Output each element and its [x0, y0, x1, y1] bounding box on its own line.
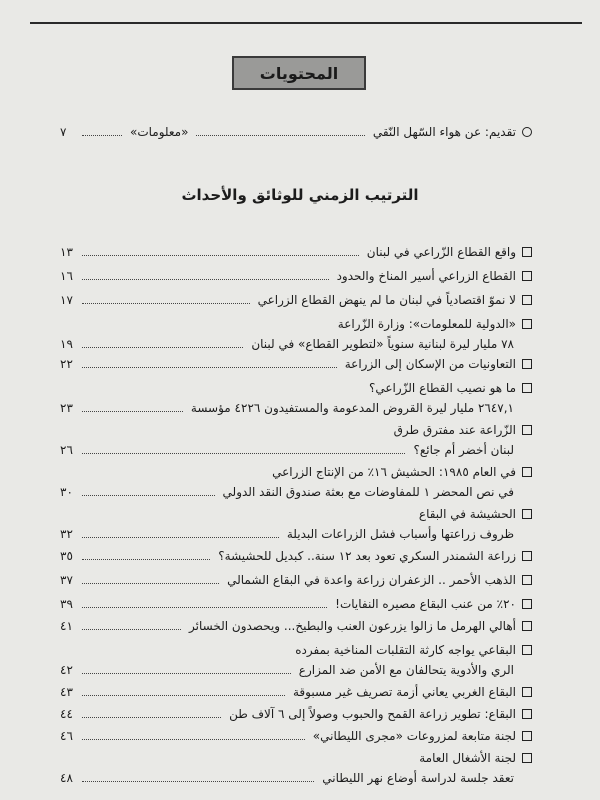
- toc-entry-text: التعاونيات من الإسكان إلى الزراعة: [344, 357, 516, 371]
- square-bullet-icon: [520, 551, 534, 561]
- square-bullet-icon: [520, 509, 534, 519]
- square-bullet-icon: [520, 425, 534, 435]
- toc-entry[interactable]: [60, 704, 534, 724]
- toc-page-number: ٤٣: [60, 685, 73, 699]
- leader-dots: [82, 279, 329, 280]
- square-bullet-icon: [520, 319, 534, 329]
- toc-entry[interactable]: [60, 546, 534, 566]
- leader-dots: [82, 495, 215, 496]
- toc-entry[interactable]: [60, 354, 534, 374]
- toc-entry-text: لبنان أخضر أم جائع؟: [413, 443, 514, 457]
- toc-intro-entry[interactable]: [60, 122, 534, 142]
- leader-dots: [82, 303, 250, 304]
- toc-entry[interactable]: [60, 242, 534, 262]
- square-bullet-icon: [520, 621, 534, 631]
- toc-entry-text: واقع القطاع الزّراعي في لبنان: [366, 245, 516, 259]
- toc-entry-text: لجنة الأشغال العامة: [419, 751, 516, 765]
- page-title: المحتويات: [259, 63, 339, 83]
- toc-page-number: ١٧: [60, 293, 73, 307]
- toc-page-number: ١٩: [60, 337, 73, 351]
- toc-entry-text: أهالي الهرمل ما زالوا يزرعون العنب والبطيخ... ويحصدون الخسائر: [189, 619, 516, 633]
- leader-dots: [82, 453, 405, 454]
- leader-dots: [82, 629, 181, 630]
- leader-dots: [82, 781, 314, 782]
- toc-page-number: ١٣: [60, 245, 73, 259]
- toc-page-number: ٤٨: [60, 771, 73, 785]
- leader-dots: [82, 559, 210, 560]
- toc-page-number: ١٦: [60, 269, 73, 283]
- toc-page-number: ٤٢: [60, 663, 73, 677]
- square-bullet-icon: [520, 271, 534, 281]
- toc-entry[interactable]: [60, 726, 534, 746]
- square-bullet-icon: [520, 753, 534, 763]
- toc-entry-text: لا نموّ اقتصادياً في لبنان ما لم ينهض القطاع الزراعي: [257, 293, 516, 307]
- toc-page-number: ٤٦: [60, 729, 73, 743]
- leader-dots: [82, 607, 327, 608]
- toc-entry-text: الزّراعة عند مفترق طرق: [393, 423, 516, 437]
- toc-entry-text: تقديم: عن هواء السّهل النّقي: [372, 125, 516, 139]
- leader-dots: [82, 673, 291, 674]
- square-bullet-icon: [520, 599, 534, 609]
- toc-entry[interactable]: [60, 504, 534, 524]
- toc-entry-continuation[interactable]: [60, 482, 534, 502]
- toc-entry-continuation[interactable]: [60, 398, 534, 418]
- square-bullet-icon: [520, 645, 534, 655]
- toc-entry[interactable]: [60, 420, 534, 440]
- toc-entry-text: ما هو نصيب القطاع الزّراعي؟: [368, 381, 516, 395]
- toc-entry-text: في العام ١٩٨٥: الحشيش ١٦٪ من الإنتاج الزراعي: [272, 465, 516, 479]
- leader-dots: [82, 411, 183, 412]
- toc-page-number: ٢٣: [60, 401, 73, 415]
- section-heading: الترتيب الزمني للوثائق والأحداث: [181, 186, 419, 204]
- toc-page-number: ٣٥: [60, 549, 73, 563]
- toc-entry-continuation[interactable]: [60, 524, 534, 544]
- toc-page-number: ٣٢: [60, 527, 73, 541]
- square-bullet-icon: [520, 575, 534, 585]
- square-bullet-icon: [520, 709, 534, 719]
- toc-entry-text: ٢٠٪ من عنب البقاع مصيره النفايات!: [335, 597, 516, 611]
- toc-entry-continuation[interactable]: [60, 660, 534, 680]
- leader-dots: [82, 347, 243, 348]
- toc-entry-text: القطاع الزراعي أسير المناخ والحدود: [336, 269, 516, 283]
- toc-entry-text: البقاع: تطوير زراعة القمح والحبوب وصولاً إلى ٦ آلاف طن: [229, 707, 516, 721]
- toc-entry-text: تعقد جلسة لدراسة أوضاع نهر الليطاني: [322, 771, 514, 785]
- toc-entry-text: البقاع الغربي يعاني أزمة تصريف غير مسبوقة: [292, 685, 516, 699]
- toc-entry[interactable]: [60, 748, 534, 768]
- square-bullet-icon: [520, 467, 534, 477]
- toc-page-number: ٧: [60, 125, 67, 139]
- toc-entry[interactable]: [60, 462, 534, 482]
- toc-entry[interactable]: [60, 266, 534, 286]
- toc-page-number: ٣٧: [60, 573, 73, 587]
- leader-dots: [82, 367, 337, 368]
- toc-entry-text: الحشيشة في البقاع: [418, 507, 516, 521]
- circle-bullet-icon: [520, 127, 534, 137]
- toc-entry-continuation[interactable]: [60, 768, 534, 788]
- toc-entry-text: ٧٨ مليار ليرة لبنانية سنوياً «لتطوير القطاع» في لبنان: [251, 337, 514, 351]
- toc-entry[interactable]: [60, 314, 534, 334]
- leader-dots: [82, 739, 305, 740]
- square-bullet-icon: [520, 731, 534, 741]
- leader-dots: [82, 135, 122, 136]
- square-bullet-icon: [520, 383, 534, 393]
- toc-entry[interactable]: [60, 682, 534, 702]
- toc-page-number: ٢٢: [60, 357, 73, 371]
- leader-dots: [82, 717, 221, 718]
- toc-entry-note: «معلومات»: [130, 125, 189, 139]
- toc-entry[interactable]: [60, 640, 534, 660]
- toc-page-number: ٣٩: [60, 597, 73, 611]
- toc-entry-text: ٢٦٤٧,١ مليار ليرة القروض المدعومة والمستفيدون ٤٢٢٦ مؤسسة: [190, 401, 514, 415]
- toc-page-number: ٣٠: [60, 485, 73, 499]
- toc-entry[interactable]: [60, 594, 534, 614]
- square-bullet-icon: [520, 359, 534, 369]
- square-bullet-icon: [520, 295, 534, 305]
- leader-dots: [196, 135, 364, 136]
- toc-page-number: ٤١: [60, 619, 73, 633]
- toc-entry-text: البقاعي يواجه كارثة التقلبات المناخية بمفرده: [295, 643, 516, 657]
- leader-dots: [82, 255, 359, 256]
- contents-title-box: [232, 56, 366, 90]
- toc-page-number: ٢٦: [60, 443, 73, 457]
- leader-dots: [82, 583, 219, 584]
- toc-entry-continuation[interactable]: [60, 334, 534, 354]
- toc-entry-text: «الدولية للمعلومات»: وزارة الزّراعة: [337, 317, 516, 331]
- leader-dots: [82, 695, 285, 696]
- toc-entry[interactable]: [60, 290, 534, 310]
- toc-entry[interactable]: [60, 378, 534, 398]
- toc-entry-text: ظروف زراعتها وأسباب فشل الزراعات البديلة: [286, 527, 514, 541]
- toc-entry[interactable]: [60, 616, 534, 636]
- toc-entry-text: لجنة متابعة لمزروعات «مجرى الليطاني»: [312, 729, 516, 743]
- square-bullet-icon: [520, 247, 534, 257]
- toc-entry[interactable]: [60, 570, 534, 590]
- toc-page-number: ٤٤: [60, 707, 73, 721]
- toc-entry-text: الري والأدوية يتحالفان مع الأمن ضد المزارع: [298, 663, 514, 677]
- square-bullet-icon: [520, 687, 534, 697]
- toc-entry-text: في نص المحضر ١ للمفاوضات مع بعثة صندوق النقد الدولي: [222, 485, 514, 499]
- toc-entry-continuation[interactable]: [60, 440, 534, 460]
- leader-dots: [82, 537, 279, 538]
- top-rule: [30, 22, 582, 24]
- toc-entry-text: زراعة الشمندر السكري تعود بعد ١٢ سنة.. كبديل للحشيشة؟: [218, 549, 516, 563]
- toc-entry-text: الذهب الأحمر .. الزعفران زراعة واعدة في البقاع الشمالي: [227, 573, 516, 587]
